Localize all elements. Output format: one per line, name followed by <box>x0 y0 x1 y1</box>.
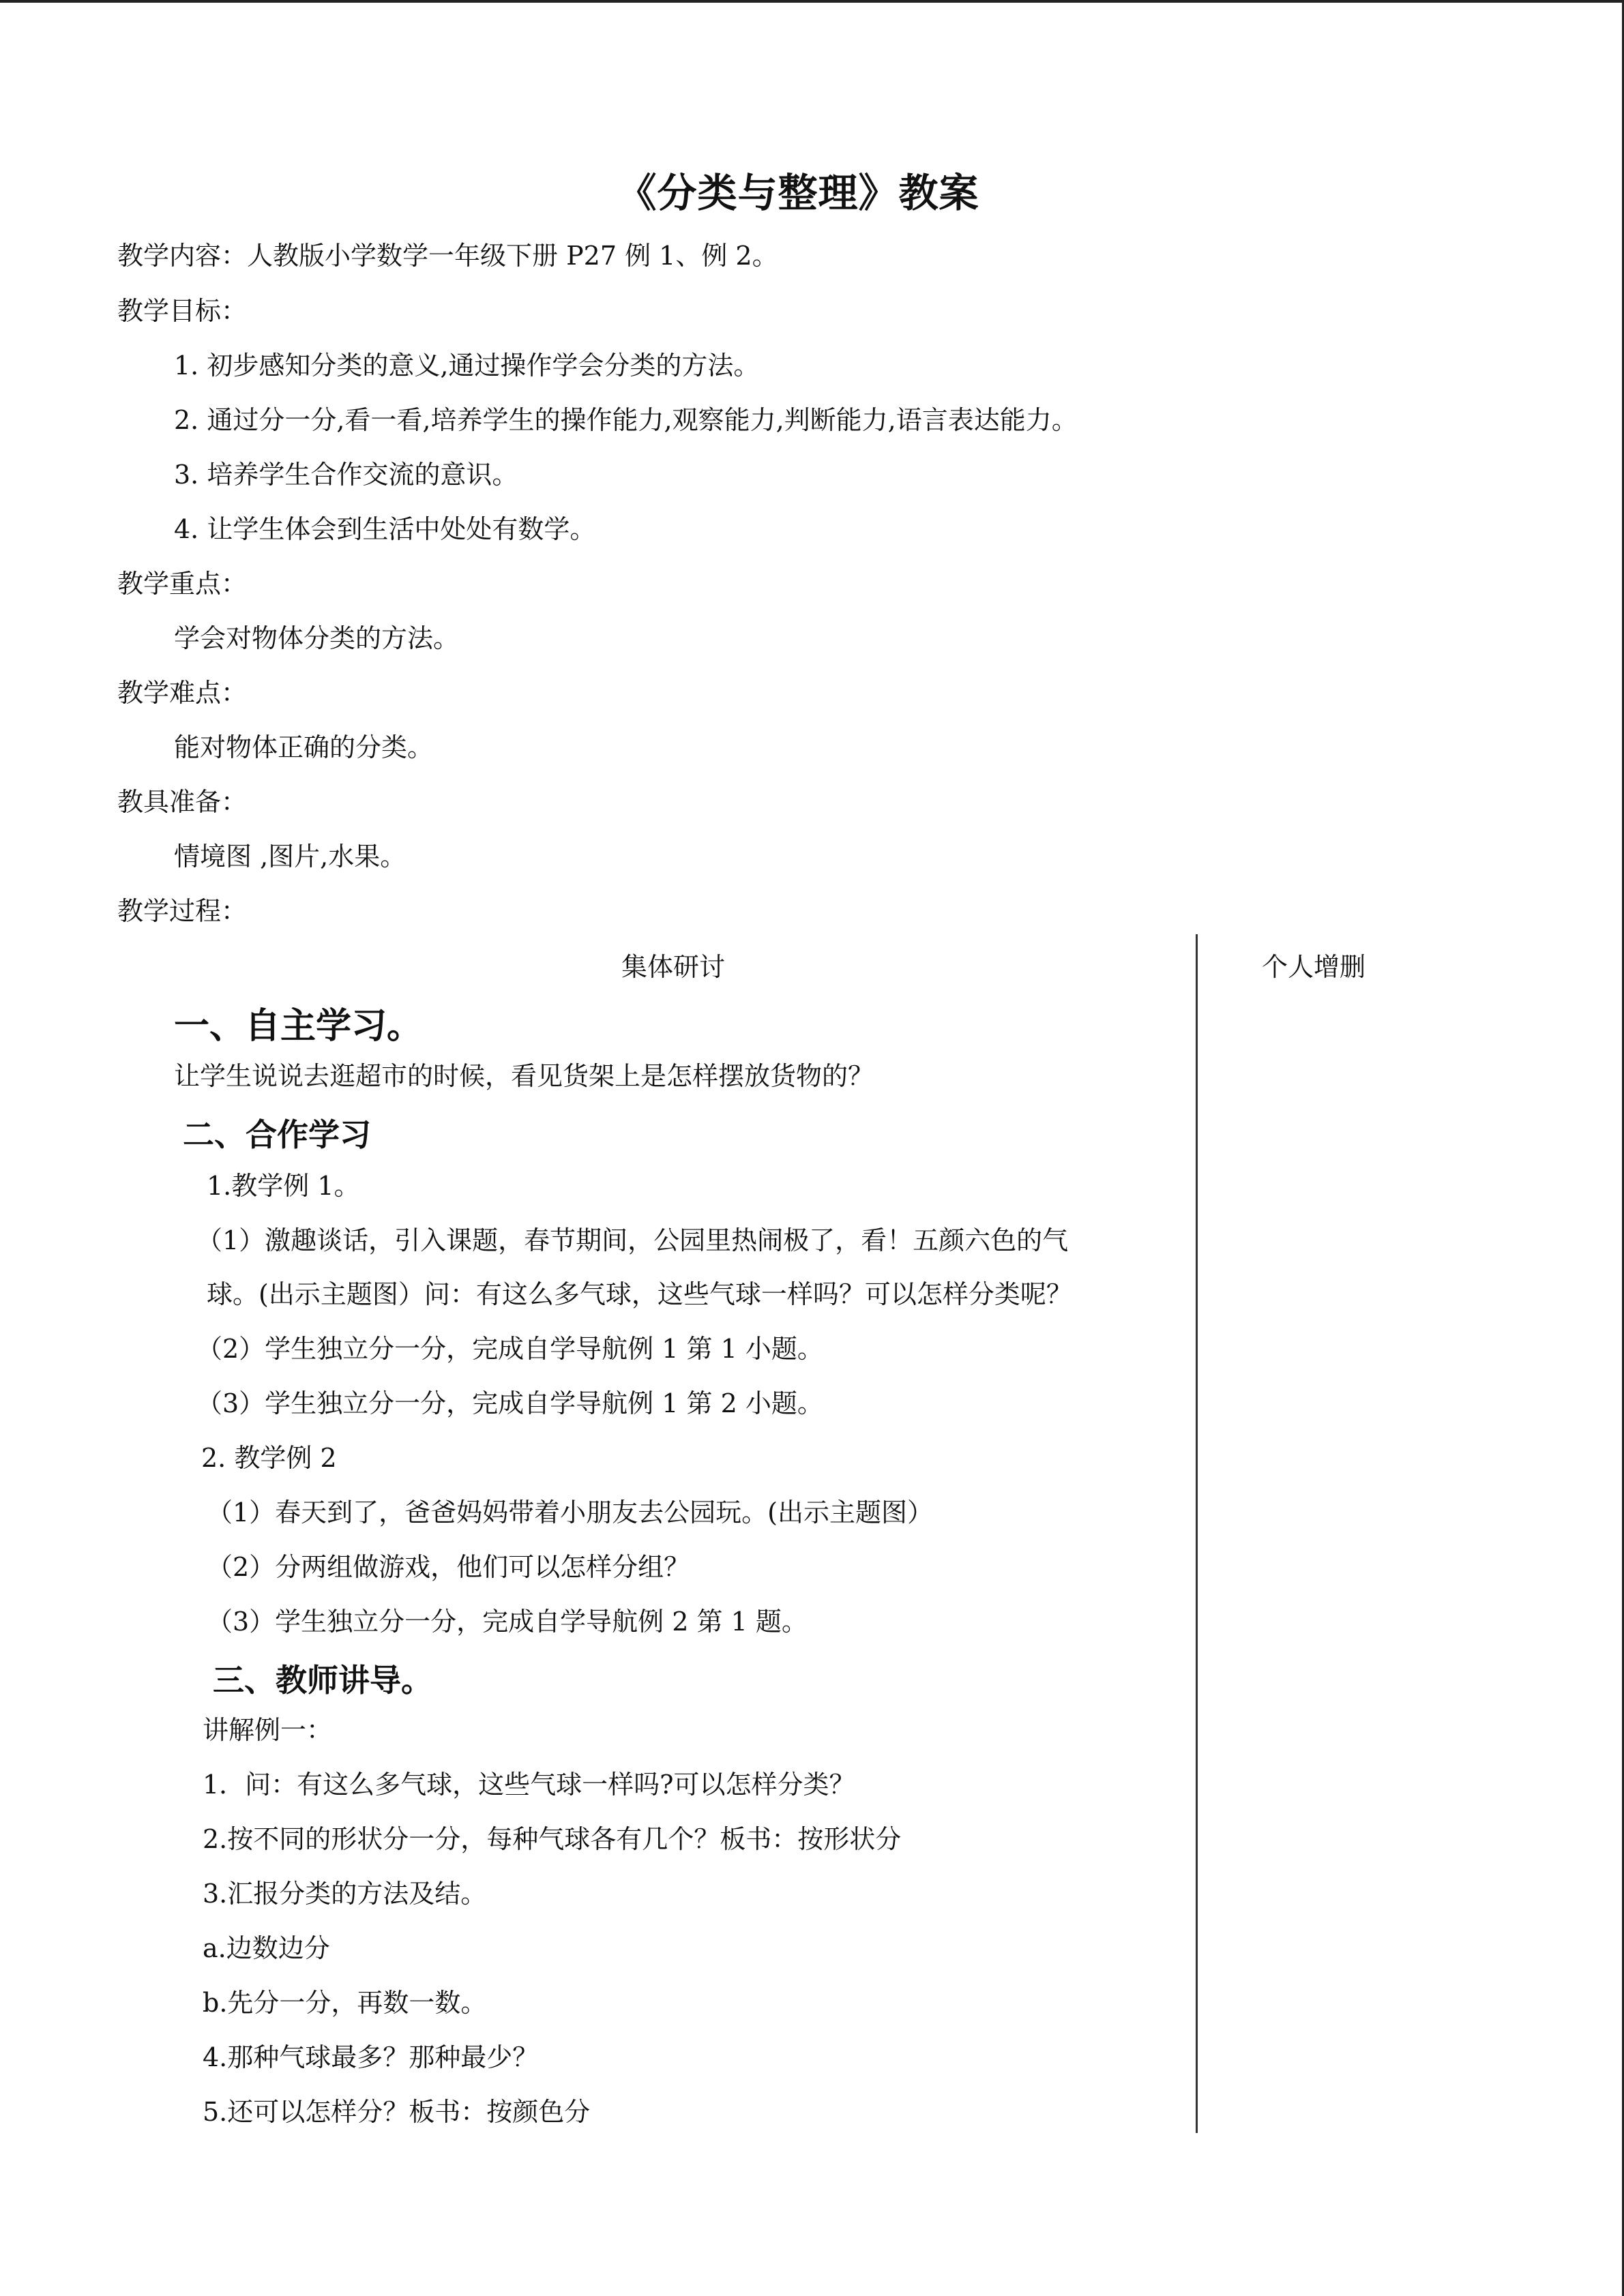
objective-item: 4. 让学生体会到生活中处处有数学。 <box>174 514 596 544</box>
section-heading: 二、合作学习 <box>183 1116 371 1153</box>
difficulty-label: 教学难点： <box>117 678 248 708</box>
section-heading: 三、教师讲导。 <box>213 1662 432 1699</box>
teaching-content: 教学内容：人教版小学数学一年级下册 P27 例 1、例 2。 <box>117 241 778 271</box>
paragraph: 2.按不同的形状分一分，每种气球各有几个？板书：按形状分 <box>203 1824 902 1854</box>
paragraph: （3）学生独立分一分，完成自学导航例 1 第 2 小题。 <box>196 1388 823 1418</box>
sub-heading: 讲解例一： <box>203 1715 333 1745</box>
objective-item: 2. 通过分一分,看一看,培养学生的操作能力,观察能力,判断能力,语言表达能力。 <box>174 405 1078 435</box>
paragraph: 4.那种气球最多？那种最少？ <box>203 2042 539 2072</box>
paragraph: （1）激趣谈话，引入课题，春节期间，公园里热闹极了，看！五颜六色的气 <box>196 1225 1069 1255</box>
paragraph: 球。(出示主题图）问：有这么多气球，这些气球一样吗？可以怎样分类呢？ <box>207 1279 1072 1309</box>
key-point-label: 教学重点： <box>117 569 248 599</box>
col-header-discussion: 集体研讨 <box>621 952 726 982</box>
paragraph: （1）春天到了，爸爸妈妈带着小朋友去公园玩。(出示主题图） <box>207 1497 934 1527</box>
tools-label: 教具准备： <box>117 787 248 817</box>
page-top-border <box>0 0 1624 3</box>
paragraph: 5.还可以怎样分？板书：按颜色分 <box>203 2097 591 2127</box>
key-point-text: 学会对物体分类的方法。 <box>174 623 460 653</box>
paragraph: 1．问：有这么多气球，这些气球一样吗?可以怎样分类？ <box>203 1770 855 1800</box>
objectives-label: 教学目标： <box>117 296 248 326</box>
paragraph: 3.汇报分类的方法及结。 <box>203 1879 487 1909</box>
objective-item: 3. 培养学生合作交流的意识。 <box>174 460 518 490</box>
example-title: 2. 教学例 2 <box>201 1443 337 1473</box>
paragraph: （2）学生独立分一分，完成自学导航例 1 第 1 小题。 <box>196 1334 823 1364</box>
paragraph: （2）分两组做游戏，他们可以怎样分组？ <box>207 1552 690 1582</box>
paragraph: b.先分一分，再数一数。 <box>203 1988 487 2018</box>
tools-text: 情境图 ,图片,水果。 <box>174 841 407 871</box>
difficulty-text: 能对物体正确的分类。 <box>174 732 434 762</box>
example-title: 1.教学例 1。 <box>207 1171 360 1201</box>
process-label: 教学过程： <box>117 896 248 926</box>
column-divider <box>1196 934 1198 2133</box>
objective-item: 1. 初步感知分类的意义,通过操作学会分类的方法。 <box>174 351 760 381</box>
section-heading: 一、自主学习。 <box>174 1005 423 1047</box>
paragraph: （3）学生独立分一分，完成自学导航例 2 第 1 题。 <box>207 1607 808 1637</box>
paragraph: 让学生说说去逛超市的时候，看见货架上是怎样摆放货物的？ <box>174 1061 874 1091</box>
col-header-personal: 个人增删 <box>1262 952 1366 982</box>
paragraph: a.边数边分 <box>203 1933 330 1963</box>
document-title: 《分类与整理》教案 <box>617 170 979 216</box>
